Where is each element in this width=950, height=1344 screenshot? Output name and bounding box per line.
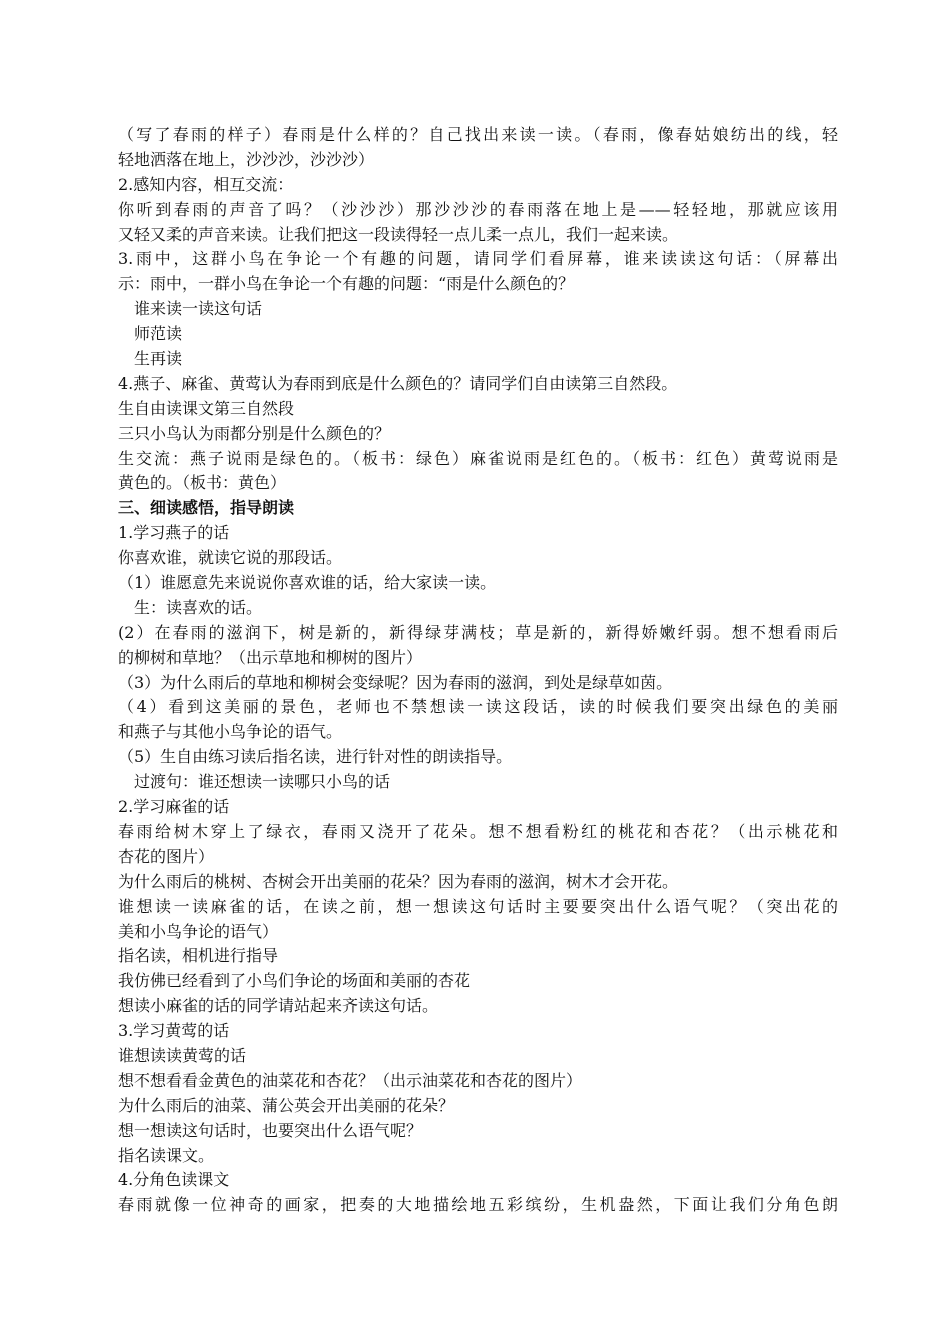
text-line: 三只小鸟认为雨都分别是什么颜色的？ xyxy=(118,423,391,443)
text-line: 生：读喜欢的话。 xyxy=(134,597,263,617)
text-line: 想读小麻雀的话的同学请站起来齐读这句话。 xyxy=(118,996,439,1016)
text-line: 2.感知内容，相互交流： xyxy=(118,174,294,194)
text-line: 师范读 xyxy=(134,324,183,344)
text-line: 4.分角色读课文 xyxy=(118,1170,230,1190)
text-line: 又轻又柔的声音来读。让我们把这一段读得轻一点儿柔一点儿，我们一起来读。 xyxy=(118,224,679,244)
text-line: 示：雨中，一群小鸟在争论一个有趣的问题：“雨是什么颜色的？ xyxy=(118,274,575,294)
text-line: 过渡句：谁还想读一读哪只小鸟的话 xyxy=(134,772,391,792)
text-line: 你听到春雨的声音了吗？（沙沙沙）那沙沙沙的春雨落在地上是——轻轻地，那就应该用 xyxy=(118,199,838,219)
text-line: (2）在春雨的滋润下，树是新的，新得绿芽满枝；草是新的，新得娇嫩纤弱。想不想看雨后 xyxy=(118,622,838,642)
text-line: 1.学习燕子的话 xyxy=(118,523,230,543)
text-line: 想不想看看金黄色的油菜花和杏花？（出示油菜花和杏花的图片） xyxy=(118,1070,583,1090)
text-line: 3.雨中，这群小鸟在争论一个有趣的问题，请同学们看屏幕，谁来读读这句话：（屏幕出 xyxy=(118,249,838,269)
text-line: 谁想读一读麻雀的话，在读之前，想一想读这句话时主要要突出什么语气呢？（突出花的 xyxy=(118,896,838,916)
text-line: 4.燕子、麻雀、黄莺认为春雨到底是什么颜色的？请同学们自由读第三自然段。 xyxy=(118,373,678,393)
text-line: （写了春雨的样子）春雨是什么样的？自己找出来读一读。（春雨，像春姑娘纺出的线，轻 xyxy=(118,125,838,144)
text-line: 生再读 xyxy=(134,349,183,369)
text-line: 春雨给树木穿上了绿衣，春雨又浇开了花朵。想不想看粉红的桃花和杏花？（出示桃花和 xyxy=(118,821,838,841)
text-line: 轻地洒落在地上，沙沙沙，沙沙沙） xyxy=(118,149,375,169)
text-line: 我仿佛已经看到了小鸟们争论的场面和美丽的杏花 xyxy=(118,971,471,991)
text-line: 美和小鸟争论的语气） xyxy=(118,921,279,941)
text-line: 为什么雨后的油菜、蒲公英会开出美丽的花朵？ xyxy=(118,1095,455,1115)
section-heading: 三、细读感悟，指导朗读 xyxy=(118,498,295,518)
text-line: 谁想读读黄莺的话 xyxy=(118,1045,247,1065)
text-line: 春雨就像一位神奇的画家，把奏的大地描绘地五彩缤纷，生机盎然，下面让我们分角色朗 xyxy=(118,1195,838,1215)
text-line: 2.学习麻雀的话 xyxy=(118,797,230,817)
text-line: （4）看到这美丽的景色，老师也不禁想读一读这段话，读的时候我们要突出绿色的美丽 xyxy=(118,697,838,717)
text-line: 和燕子与其他小鸟争论的语气。 xyxy=(118,722,343,742)
text-line: 指名读课文。 xyxy=(118,1145,215,1165)
text-line: （1）谁愿意先来说说你喜欢谁的话，给大家读一读。 xyxy=(118,573,497,593)
text-line: 3.学习黄莺的话 xyxy=(118,1021,230,1041)
text-line: 谁来读一读这句话 xyxy=(134,299,263,319)
text-line: 的柳树和草地？（出示草地和柳树的图片） xyxy=(118,647,423,667)
text-line: （3）为什么雨后的草地和柳树会变绿呢？因为春雨的滋润，到处是绿草如茵。 xyxy=(118,672,673,692)
text-line: 指名读，相机进行指导 xyxy=(118,946,279,966)
text-line: 你喜欢谁，就读它说的那段话。 xyxy=(118,548,343,568)
text-line: 生自由读课文第三自然段 xyxy=(118,398,295,418)
text-line: （5）生自由练习读后指名读，进行针对性的朗读指导。 xyxy=(118,747,513,767)
text-line: 生交流：燕子说雨是绿色的。（板书：绿色）麻雀说雨是红色的。（板书：红色）黄莺说雨是 xyxy=(118,448,838,468)
text-line: 杏花的图片） xyxy=(118,846,215,866)
document-page xyxy=(118,123,838,1218)
text-line: 想一想读这句话时，也要突出什么语气呢？ xyxy=(118,1120,423,1140)
text-line: 为什么雨后的桃树、杏树会开出美丽的花朵？因为春雨的滋润，树木才会开花。 xyxy=(118,871,679,891)
text-line: 黄色的。（板书：黄色） xyxy=(118,473,287,493)
